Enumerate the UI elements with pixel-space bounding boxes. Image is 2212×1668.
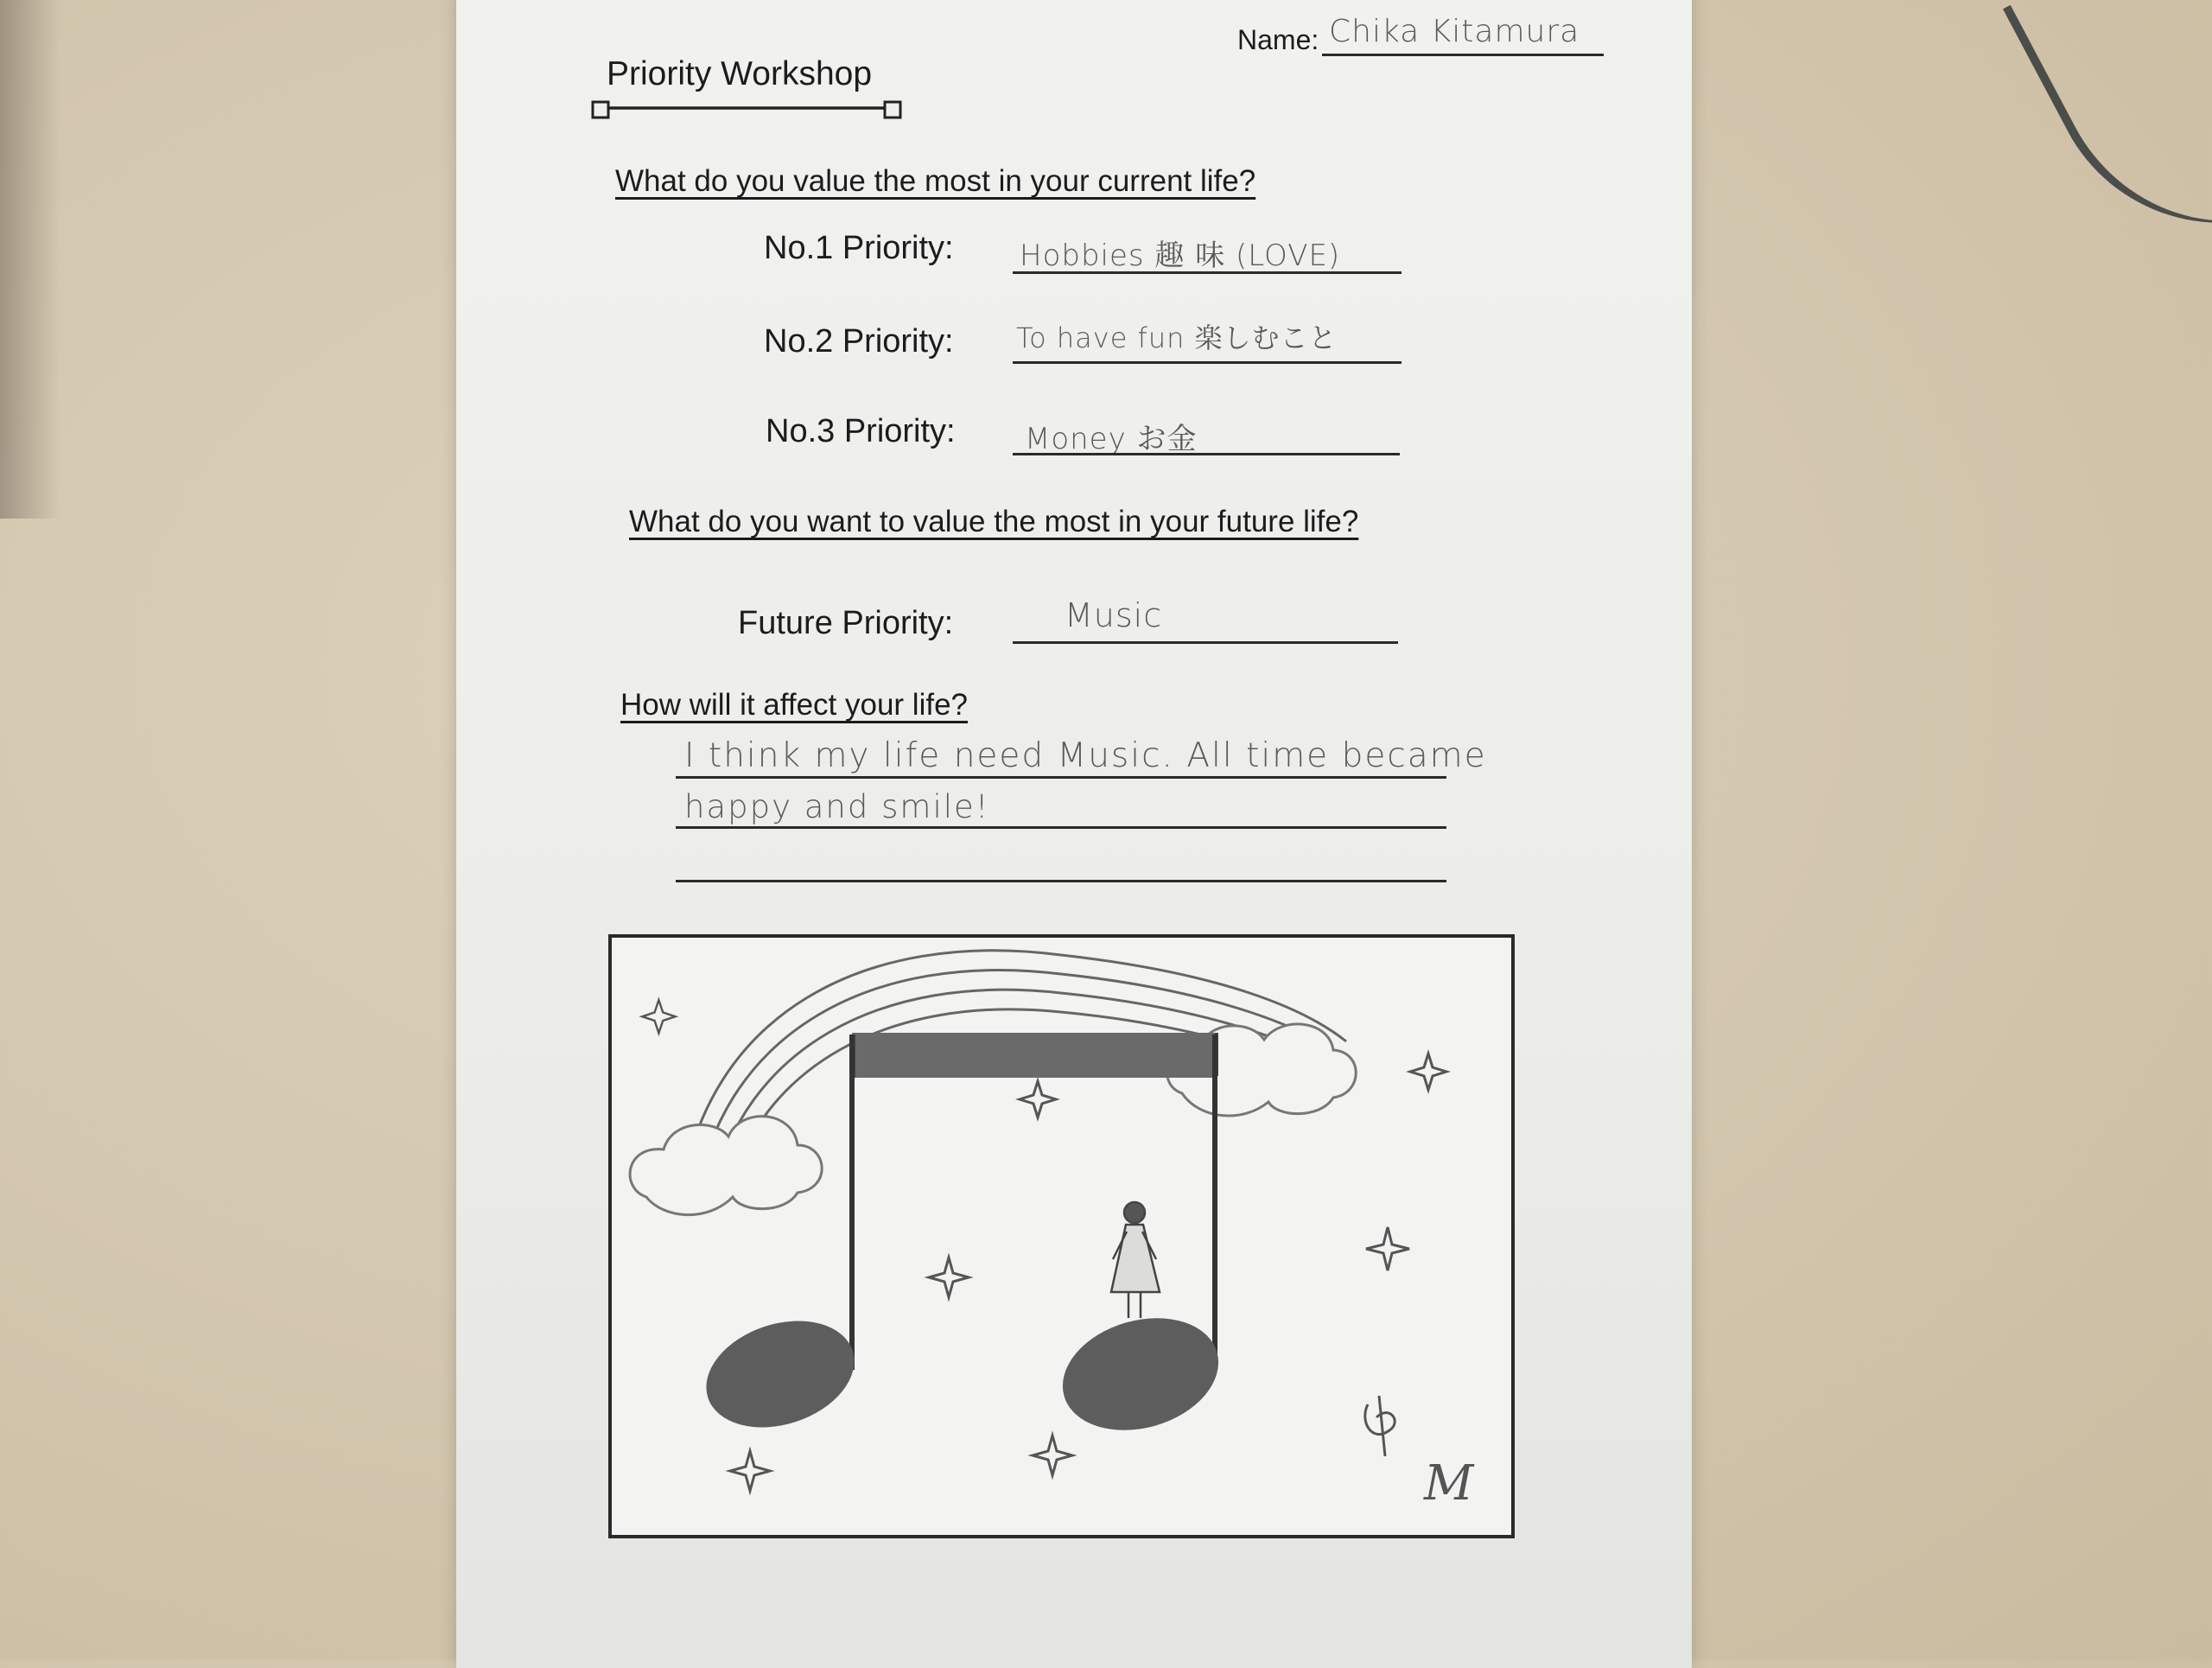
affect-line-1: I think my life need Music. All time became [684, 736, 1487, 775]
priority-3-label: No.3 Priority: [766, 413, 956, 449]
priority-2-line [1013, 361, 1402, 364]
question-future-life: What do you want to value the most in your future life? [629, 505, 1359, 538]
name-underline [1322, 54, 1604, 56]
treble-clef-icon [1365, 1396, 1395, 1456]
cloud-left-icon [630, 1117, 822, 1215]
page-title: Priority Workshop [607, 55, 873, 92]
priority-2-label: No.2 Priority: [764, 323, 954, 360]
name-value: Chika Kitamura [1329, 14, 1580, 49]
priority-3-line [1013, 453, 1400, 455]
title-underline-bar [591, 97, 902, 123]
question-affect-life: How will it affect your life? [620, 688, 969, 722]
future-priority-label: Future Priority: [738, 605, 954, 641]
drawing-box [608, 934, 1515, 1538]
affect-underline-1 [676, 776, 1446, 779]
desk-shadow [0, 0, 60, 519]
cable [2003, 0, 2212, 283]
priority-1-answer: Hobbies 趣 味 (LOVE) [1020, 239, 1341, 273]
drawing-signature: M [1424, 1455, 1474, 1512]
affect-underline-2 [676, 826, 1446, 829]
name-label: Name: [1237, 24, 1319, 55]
future-priority-line [1013, 641, 1398, 644]
priority-1-line [1013, 271, 1402, 274]
priority-3-answer: Money お金 [1025, 422, 1198, 456]
affect-underline-3 [676, 880, 1446, 882]
girl-figure-icon [1111, 1202, 1160, 1318]
priority-1-label: No.1 Priority: [764, 230, 954, 266]
question-current-life: What do you value the most in your current life? [615, 164, 1256, 198]
music-note-icon [692, 1033, 1231, 1448]
music-note-rainbow-drawing [612, 938, 1511, 1535]
priority-2-answer: To have fun 楽しむこと [1016, 322, 1338, 354]
affect-line-2: happy and smile! [684, 788, 990, 825]
future-priority-answer: Music [1065, 596, 1163, 634]
